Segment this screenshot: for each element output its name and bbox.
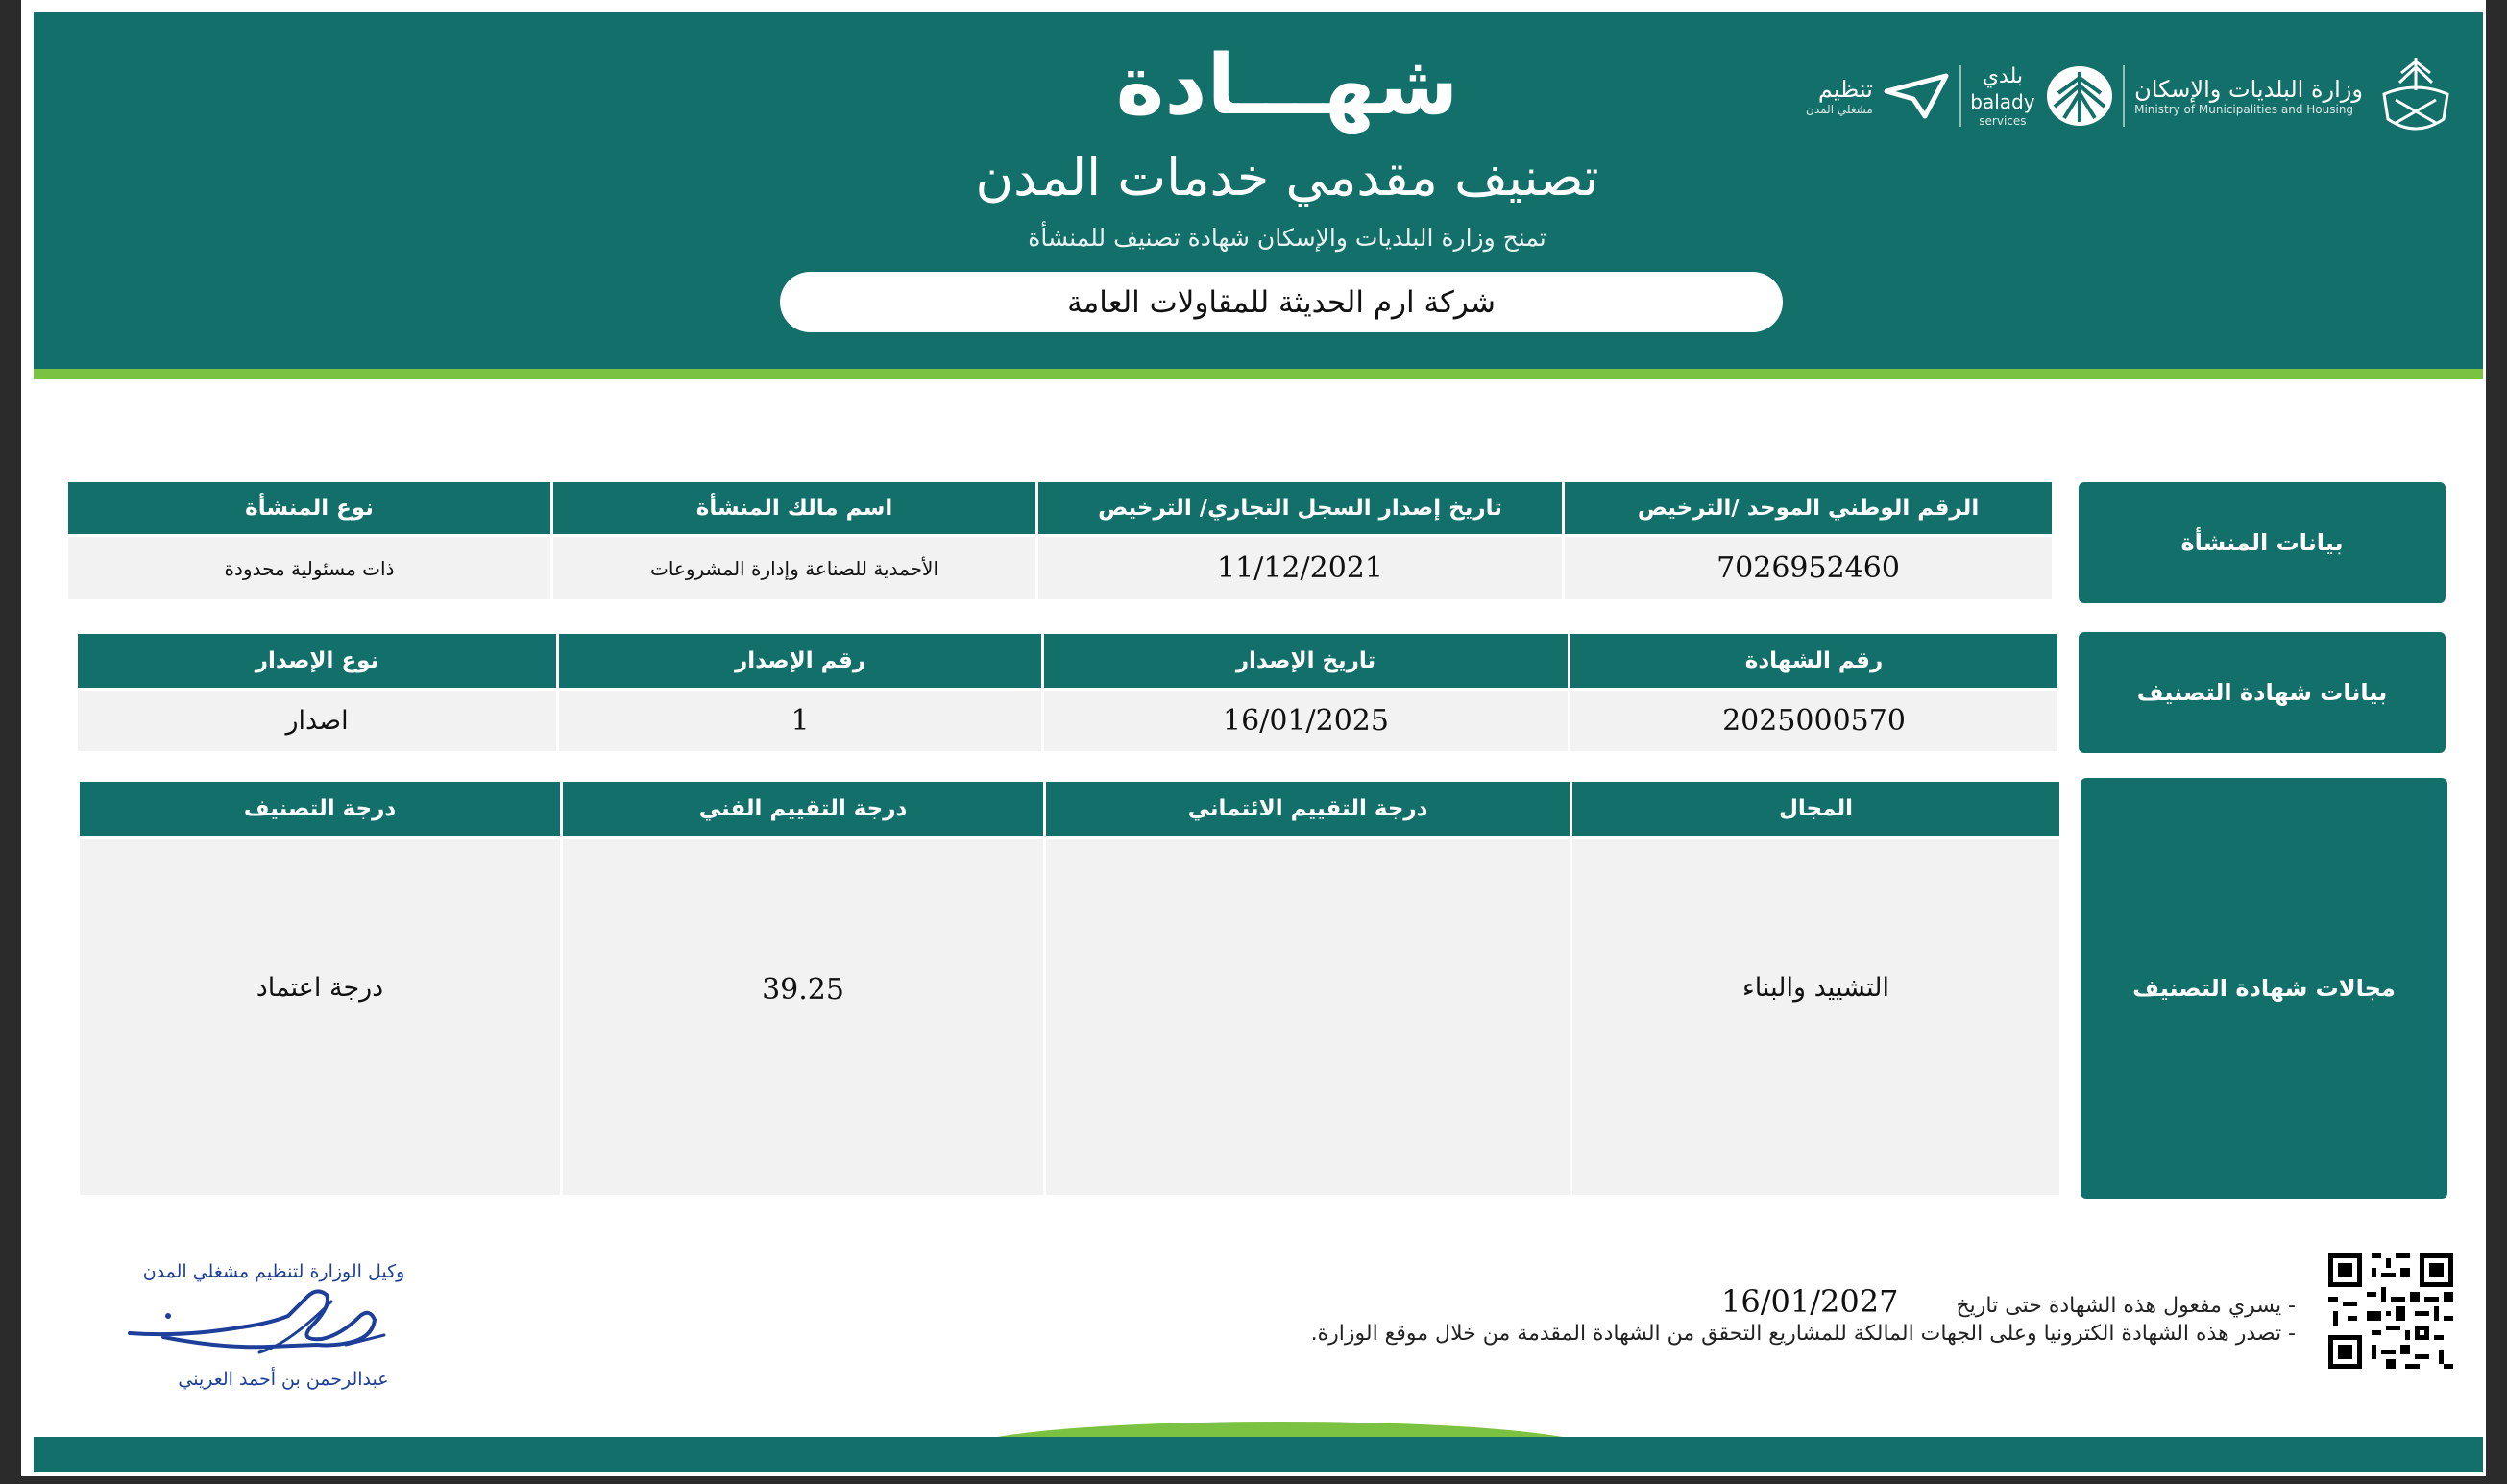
ministry-emblem-icon [2373, 52, 2459, 140]
logo-separator [1959, 65, 1961, 127]
certificate-bottom-band [34, 1437, 2483, 1472]
value-technical-rating: 39.25 [560, 836, 1043, 1195]
validity-line [1210, 1283, 2296, 1320]
qr-code-icon [2328, 1253, 2453, 1369]
tanzeem-logo-text: تنظيم [1817, 76, 1873, 103]
fields-table [77, 782, 2059, 1195]
balady-logo [1970, 64, 2113, 128]
signatory-title: وكيل الوزارة لتنظيم مشغلي المدن [142, 1261, 405, 1282]
balady-logo-arabic: بلدي [1982, 64, 2024, 88]
screen-frame-right [2486, 0, 2507, 1484]
ministry-logo [2134, 52, 2459, 140]
header-credit-rating: درجة التقييم الائتماني [1043, 782, 1570, 836]
palm-emblem-icon [2045, 64, 2114, 128]
header-classification-grade: درجة التصنيف [77, 782, 560, 836]
balady-logo-services: services [1979, 114, 2027, 128]
validity-date: 16/01/2027 [1721, 1283, 1899, 1320]
header-issue-date: تاريخ الإصدار [1041, 634, 1568, 688]
ministry-logo-arabic: وزارة البلديات والإسكان [2134, 76, 2363, 103]
header-issue-number: رقم الإصدار [556, 634, 1041, 688]
screen-frame-bottom [0, 1476, 2507, 1484]
tanzeem-logo [1806, 72, 1950, 120]
screen-frame-left [0, 0, 21, 1484]
company-name: شركة ارم الحديثة للمقاولات العامة [1067, 284, 1496, 320]
value-issue-type: اصدار [75, 688, 556, 751]
establishment-table [65, 482, 2052, 599]
header-field: المجال [1570, 782, 2059, 836]
value-credit-rating [1043, 836, 1570, 1195]
certificate-title: شهـــادة [1115, 37, 1459, 134]
ministry-logo-english: Ministry of Municipalities and Housing [2134, 103, 2354, 116]
header-registration-date: تاريخ إصدار السجل التجاري/ الترخيص [1035, 482, 1562, 534]
value-issue-date: 16/01/2025 [1041, 688, 1568, 751]
header-owner-name: اسم مالك المنشأة [550, 482, 1035, 534]
logo-separator [2123, 65, 2125, 127]
value-national-number: 7026952460 [1562, 534, 2052, 599]
balady-logo-english: balady [1970, 90, 2035, 113]
section-label-certificate: بيانات شهادة التصنيف [2079, 632, 2446, 753]
value-certificate-number: 2025000570 [1568, 688, 2057, 751]
header-accent-line [34, 369, 2483, 379]
header-technical-rating: درجة التقييم الفني [560, 782, 1043, 836]
company-name-box [780, 272, 1783, 332]
header-logos [1806, 48, 2459, 144]
tanzeem-logo-subtext: مشغلي المدن [1806, 103, 1873, 116]
signatory-name: عبدالرحمن بن أحمد العريني [178, 1369, 389, 1390]
value-registration-date: 11/12/2021 [1035, 534, 1562, 599]
section-label-fields: مجالات شهادة التصنيف [2081, 778, 2447, 1199]
certificate-note: تمنح وزارة البلديات والإسكان شهادة تصنيف للمنشأة [1028, 224, 1546, 252]
verify-text: - تصدر هذه الشهادة الكترونيا وعلى الجهات المالكة للمشاريع التحقق من الشهادة المقدمة من خلال موقع الوزارة. [1310, 1322, 2296, 1346]
header-certificate-number: رقم الشهادة [1568, 634, 2057, 688]
signature-icon [125, 1277, 413, 1374]
section-label-establishment: بيانات المنشأة [2079, 482, 2446, 603]
paper-plane-icon [1883, 72, 1950, 120]
header-national-number: الرقم الوطني الموحد /الترخيص [1562, 482, 2052, 534]
value-classification-grade: درجة اعتماد [77, 836, 560, 1195]
certificate-table [75, 634, 2057, 751]
header-establishment-type: نوع المنشأة [65, 482, 550, 534]
certificate-subtitle: تصنيف مقدمي خدمات المدن [975, 147, 1599, 207]
value-field: التشييد والبناء [1570, 836, 2059, 1195]
value-owner-name: الأحمدية للصناعة وإدارة المشروعات [550, 534, 1035, 599]
value-establishment-type: ذات مسئولية محدودة [65, 534, 550, 599]
header-issue-type: نوع الإصدار [75, 634, 556, 688]
validity-text: - يسري مفعول هذه الشهادة حتى تاريخ [1956, 1294, 2296, 1318]
value-issue-number: 1 [556, 688, 1041, 751]
